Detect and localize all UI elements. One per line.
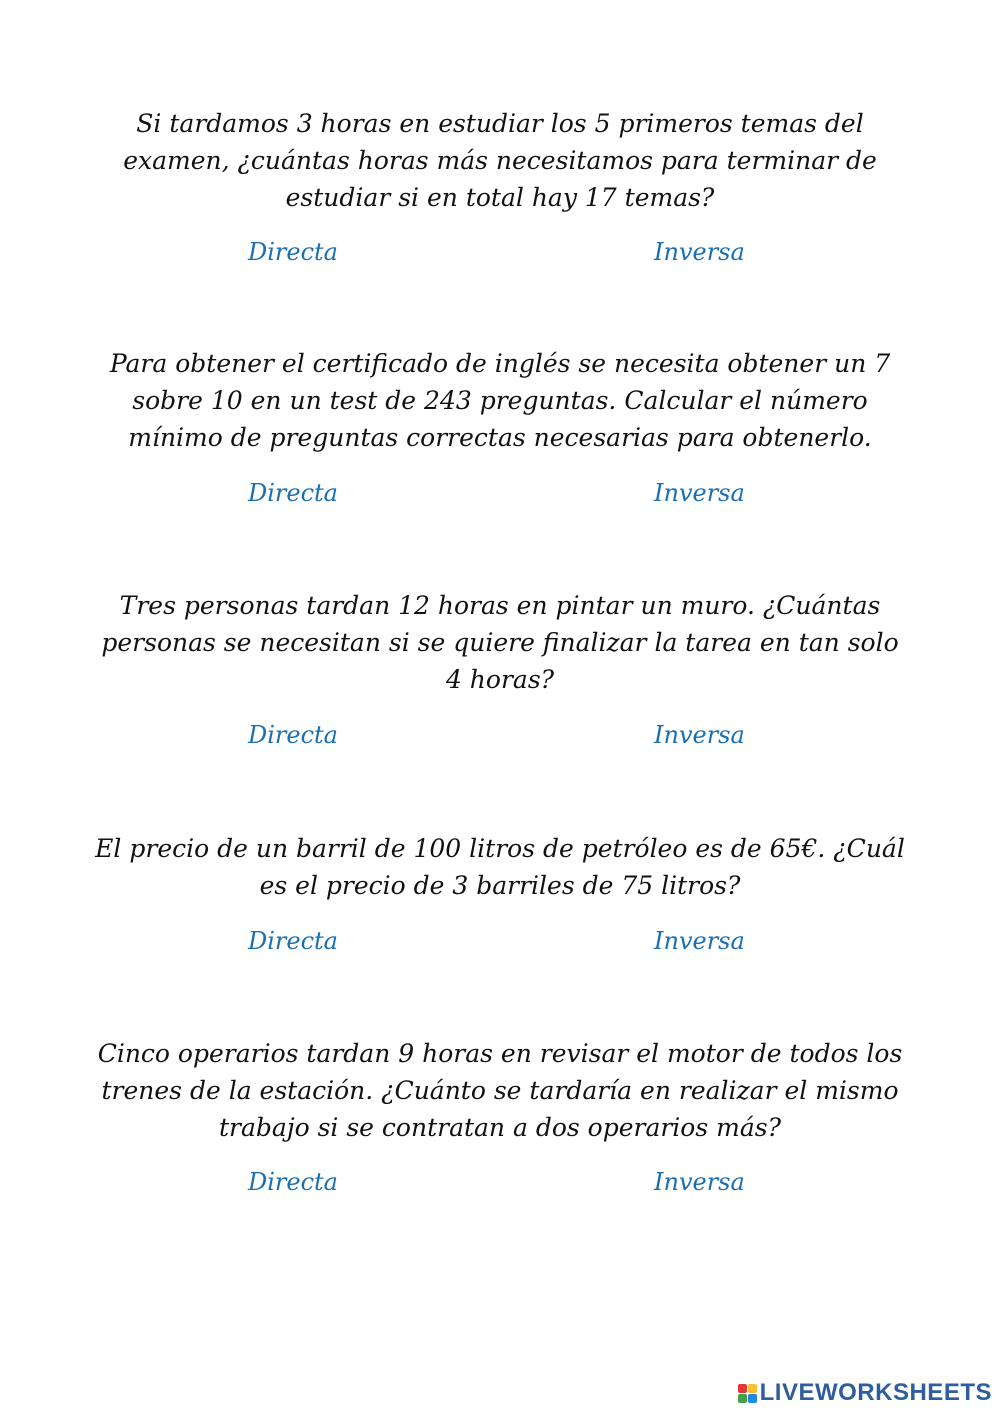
- liveworksheets-logo: [738, 1381, 992, 1405]
- badge-square-yellow: [748, 1384, 757, 1393]
- question-5-option-inversa[interactable]: Inversa: [654, 1168, 745, 1196]
- question-2-option-directa[interactable]: Directa: [248, 479, 338, 507]
- question-5-option-directa[interactable]: Directa: [248, 1168, 338, 1196]
- badge-square-green: [738, 1394, 747, 1403]
- liveworksheets-logo-text: LIVEWORKSHEETS: [759, 1379, 992, 1406]
- question-1-option-inversa[interactable]: Inversa: [654, 238, 745, 266]
- question-2-option-inversa[interactable]: Inversa: [654, 479, 745, 507]
- question-4-option-directa[interactable]: Directa: [248, 927, 338, 955]
- question-3-option-directa[interactable]: Directa: [248, 721, 338, 749]
- question-4-option-inversa[interactable]: Inversa: [654, 927, 745, 955]
- question-4-text: El precio de un barril de 100 litros de petróleo es de 65€. ¿Cuál es el precio de 3 barriles de 75 litros?: [95, 834, 905, 900]
- question-2-text: Para obtener el certificado de inglés se necesita obtener un 7 sobre 10 en un test de 243 preguntas. Calcular el número mínimo de preguntas correctas necesarias para obtenerlo.: [109, 349, 891, 452]
- badge-square-blue: [748, 1394, 757, 1403]
- badge-square-red: [738, 1384, 747, 1393]
- liveworksheets-badge-icon: [738, 1384, 757, 1403]
- question-1-option-directa[interactable]: Directa: [248, 238, 338, 266]
- question-3-text: Tres personas tardan 12 horas en pintar un muro. ¿Cuántas personas se necesitan si se quiere finalizar la tarea en tan solo 4 horas?: [101, 591, 899, 694]
- question-5-text: Cinco operarios tardan 9 horas en revisar el motor de todos los trenes de la estación. ¿Cuánto se tardaría en realizar el mismo trabajo si se contratan a dos operarios más?: [97, 1039, 903, 1142]
- question-1-text: Si tardamos 3 horas en estudiar los 5 primeros temas del examen, ¿cuántas horas más necesitamos para terminar de estudiar si en total hay 17 temas?: [123, 109, 877, 212]
- question-3-option-inversa[interactable]: Inversa: [654, 721, 745, 749]
